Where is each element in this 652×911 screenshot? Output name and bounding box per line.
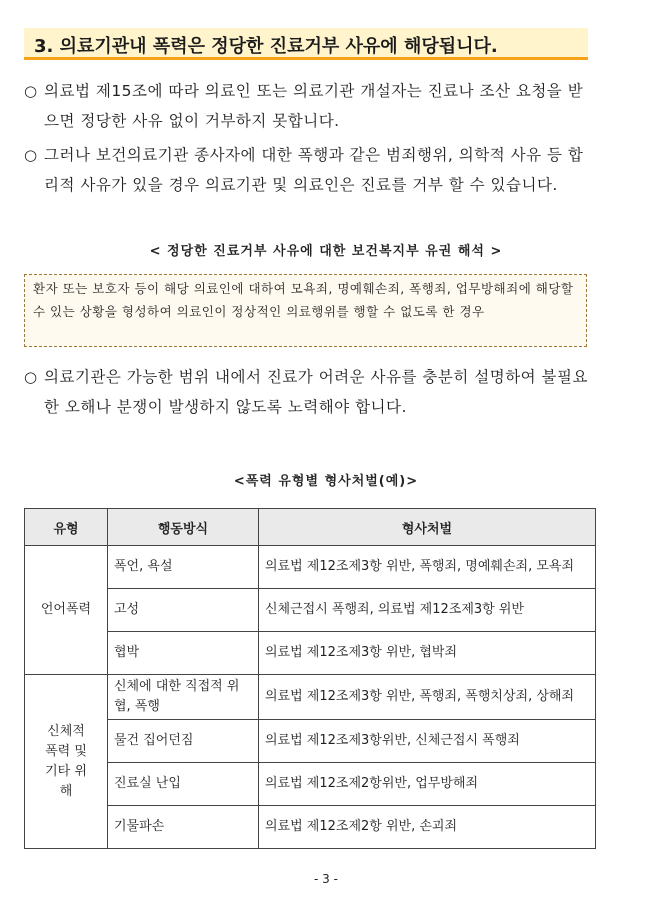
section-title: 3. 의료기관내 폭력은 정당한 진료거부 사유에 해당됩니다. (34, 36, 498, 57)
table-row (25, 546, 596, 589)
penalty-cell: 의료법 제12조제3항위반, 신체근접시 폭행죄 (259, 720, 596, 763)
paragraph-text: 의료법 제15조에 따라 의료인 또는 의료기관 개설자는 진료나 조산 요청을 받으면 정당한 사유 없이 거부하지 못합니다. (44, 82, 584, 130)
paragraph-1 (24, 76, 594, 136)
page-number: - 3 - (314, 872, 338, 886)
bullet-icon: ○ (24, 146, 38, 164)
section-title-bar (24, 28, 588, 60)
action-cell: 물건 집어던짐 (108, 720, 259, 763)
penalty-cell: 의료법 제12조제3항 위반, 폭행죄, 폭행치상죄, 상해죄 (259, 675, 596, 720)
interpretation-text: 환자 또는 보호자 등이 해당 의료인에 대하여 모욕죄, 명예훼손죄, 폭행죄, 업무방해죄에 해당할 수 있는 상황을 형성하여 의료인이 정상적인 의료행위를 행할 수 없도록 한 경우 (33, 281, 574, 319)
paragraph-text: 그러나 보건의료기관 종사자에 대한 폭행과 같은 범죄행위, 의학적 사유 등 합리적 사유가 있을 경우 의료기관 및 의료인은 진료를 거부 할 수 있습니다. (44, 146, 584, 194)
bullet-icon: ○ (24, 368, 38, 386)
table-row (25, 589, 596, 632)
penalty-cell: 의료법 제12조제3항 위반, 폭행죄, 명예훼손죄, 모욕죄 (259, 546, 596, 589)
action-cell: 폭언, 욕설 (108, 546, 259, 589)
table-row (25, 675, 596, 720)
category-cell: 언어폭력 (25, 546, 108, 675)
table-row (25, 720, 596, 763)
table-row (25, 632, 596, 675)
action-cell: 신체에 대한 직접적 위협, 폭행 (108, 675, 259, 720)
header-action: 행동방식 (108, 509, 259, 546)
penalty-cell: 신체근접시 폭행죄, 의료법 제12조제3항 위반 (259, 589, 596, 632)
table-title: <폭력 유형별 형사처벌(예)> (233, 474, 419, 489)
table-row (25, 763, 596, 806)
table-row (25, 806, 596, 849)
penalty-cell: 의료법 제12조제3항 위반, 협박죄 (259, 632, 596, 675)
action-cell: 진료실 난입 (108, 763, 259, 806)
bullet-icon: ○ (24, 82, 38, 100)
interpretation-box (24, 274, 587, 347)
action-cell: 기물파손 (108, 806, 259, 849)
paragraph-2 (24, 140, 594, 200)
table-header-row (25, 509, 596, 546)
category-cell: 신체적 폭력 및 기타 위해 (25, 675, 108, 849)
interpretation-heading: < 정당한 진료거부 사유에 대한 보건복지부 유권 해석 > (149, 244, 503, 259)
penalty-cell: 의료법 제12조제2항위반, 업무방해죄 (259, 763, 596, 806)
action-cell: 고성 (108, 589, 259, 632)
penalty-cell: 의료법 제12조제2항 위반, 손괴죄 (259, 806, 596, 849)
punishment-table (24, 508, 596, 849)
paragraph-3 (24, 362, 594, 422)
action-cell: 협박 (108, 632, 259, 675)
header-penalty: 형사처벌 (259, 509, 596, 546)
paragraph-text: 의료기관은 가능한 범위 내에서 진료가 어려운 사유를 충분히 설명하여 불필요한 오해나 분쟁이 발생하지 않도록 노력해야 합니다. (44, 368, 588, 416)
header-type: 유형 (25, 509, 108, 546)
